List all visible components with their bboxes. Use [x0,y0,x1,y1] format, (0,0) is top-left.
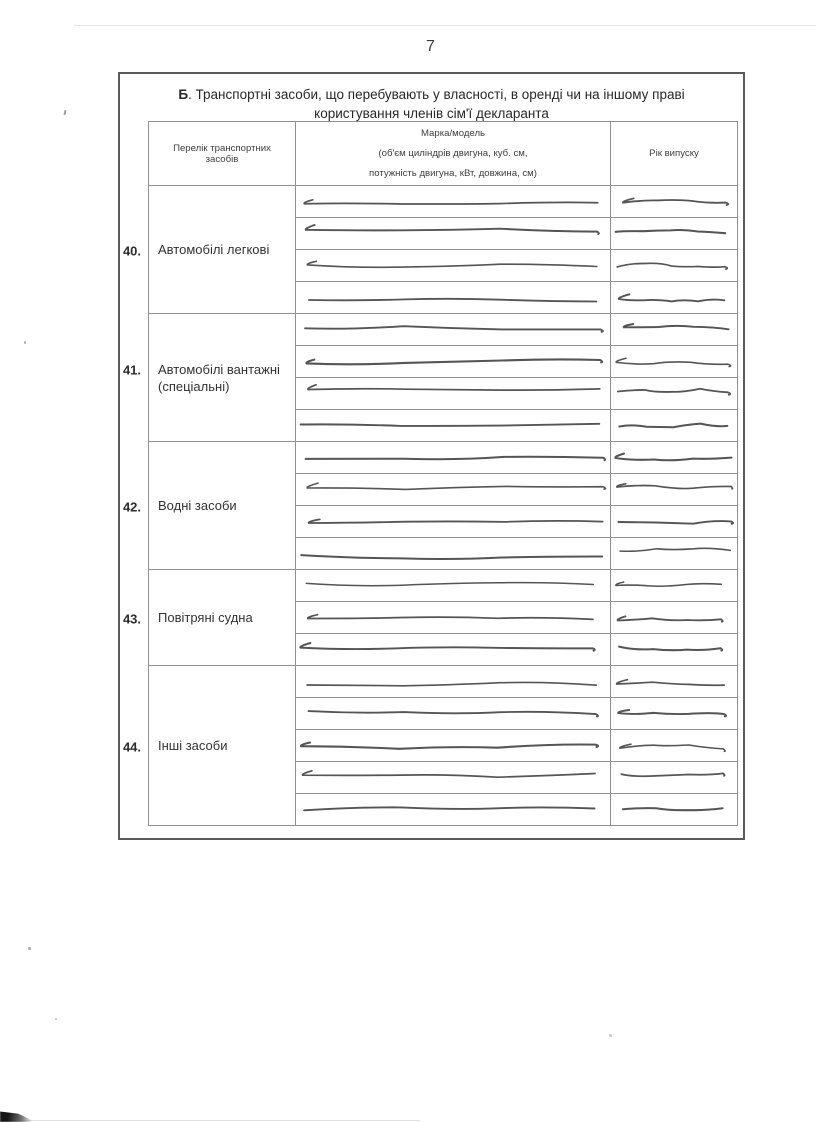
mark-cell [296,218,611,250]
handwritten-dash-stroke [296,314,610,345]
handwritten-dash-stroke [296,506,610,537]
mark-cell [296,282,611,314]
scan-speck [24,341,26,344]
handwritten-dash-stroke [611,282,737,313]
handwritten-dash-stroke [611,794,737,825]
handwritten-dash-stroke [296,698,610,729]
year-cell [611,730,738,762]
section-title [120,85,743,123]
mark-cell [296,570,611,602]
vehicle-category-cell [149,570,296,666]
handwritten-dash-stroke [611,474,737,505]
mark-cell [296,442,611,474]
mark-cell [296,506,611,538]
handwritten-dash-stroke [611,538,737,569]
section-title-line2: користування членів сім'ї декларанта [314,106,549,121]
vehicle-group-number: 40. [122,243,142,258]
handwritten-dash-stroke [611,602,737,633]
mark-cell [296,538,611,570]
scan-streak [74,25,816,26]
year-cell [611,186,738,218]
scan-speck [609,1034,612,1037]
handwritten-dash-stroke [296,666,610,697]
handwritten-dash-stroke [296,538,610,569]
year-cell [611,314,738,346]
year-cell [611,282,738,314]
handwritten-dash-stroke [611,634,737,665]
vehicle-category-label: Водні засоби [158,498,237,513]
mark-cell [296,378,611,410]
handwritten-dash-stroke [296,794,610,825]
vehicle-entry-row [149,570,738,602]
mark-cell [296,730,611,762]
vehicle-group-number: 44. [122,739,142,754]
mark-cell [296,314,611,346]
scan-speck [55,1018,57,1020]
mark-cell [296,474,611,506]
handwritten-dash-stroke [296,730,610,761]
scan-edge-line [0,1120,420,1121]
vehicle-group-number: 41. [122,362,142,378]
year-cell [611,698,738,730]
section-letter: Б [178,87,189,102]
handwritten-dash-stroke [296,762,610,793]
mark-cell [296,250,611,282]
vehicles-table-body [149,186,738,826]
col-header-year: Рік випуску [611,122,738,186]
mark-cell [296,666,611,698]
vehicle-group-number: 43. [122,611,142,626]
handwritten-dash-stroke [611,442,737,473]
handwritten-dash-stroke [611,666,737,697]
handwritten-dash-stroke [611,346,737,377]
handwritten-dash-stroke [296,570,610,601]
year-cell [611,506,738,538]
vehicle-group-number: 42. [122,499,142,514]
handwritten-dash-stroke [611,506,737,537]
year-cell [611,602,738,634]
handwritten-dash-stroke [611,378,737,409]
vehicle-category-cell [149,666,296,826]
section-title-line1: Б. Транспортні засоби, що перебувають у власності, в оренді чи на іншому праві [178,87,685,102]
handwritten-dash-stroke [296,346,610,377]
mark-cell [296,410,611,442]
handwritten-dash-stroke [296,378,610,409]
mark-cell [296,634,611,666]
mark-cell [296,602,611,634]
corner-smudge [0,1108,36,1122]
vehicles-table [148,121,738,826]
year-cell [611,474,738,506]
handwritten-dash-stroke [296,634,610,665]
mark-cell [296,698,611,730]
handwritten-dash-stroke [611,314,737,345]
handwritten-dash-stroke [296,282,610,313]
year-cell [611,410,738,442]
mark-cell [296,794,611,826]
handwritten-dash-stroke [296,410,610,441]
vehicle-category-label: Автомобілі вантажні (спеціальні) [158,361,280,394]
year-cell [611,666,738,698]
handwritten-dash-stroke [611,410,737,441]
handwritten-dash-stroke [611,730,737,761]
handwritten-dash-stroke [611,762,737,793]
vehicle-category-label: Інші засоби [158,738,228,753]
year-cell [611,538,738,570]
year-cell [611,250,738,282]
year-cell [611,346,738,378]
year-cell [611,762,738,794]
handwritten-dash-stroke [296,442,610,473]
vehicle-category-cell [149,186,296,314]
handwritten-dash-stroke [296,218,610,249]
handwritten-dash-stroke [296,250,610,281]
vehicle-entry-row [149,666,738,698]
mark-cell [296,762,611,794]
col-header-make-model: Марка/модель (об'єм циліндрів двигуна, куб. см, потужність двигуна, кВт, довжина, см) [296,122,611,186]
mark-cell [296,346,611,378]
year-cell [611,794,738,826]
handwritten-dash-stroke [296,602,610,633]
table-header-row [149,122,738,186]
handwritten-dash-stroke [611,698,737,729]
scan-speck [28,947,31,950]
handwritten-dash-stroke [611,250,737,281]
scan-speck [63,110,66,115]
vehicle-entry-row [149,314,738,346]
year-cell [611,378,738,410]
year-cell [611,570,738,602]
vehicle-entry-row [149,442,738,474]
handwritten-dash-stroke [296,186,610,217]
handwritten-dash-stroke [611,186,737,217]
handwritten-dash-stroke [611,218,737,249]
page-number: 7 [426,38,435,55]
col-header-transport-list: Перелік транспортних засобів [149,122,296,186]
vehicle-category-cell [149,314,296,442]
mark-cell [296,186,611,218]
year-cell [611,442,738,474]
year-cell [611,218,738,250]
vehicle-category-label: Повітряні судна [158,610,253,625]
vehicle-category-cell [149,442,296,570]
year-cell [611,634,738,666]
handwritten-dash-stroke [296,474,610,505]
vehicle-category-label: Автомобілі легкові [158,242,270,257]
handwritten-dash-stroke [611,570,737,601]
vehicle-entry-row [149,186,738,218]
